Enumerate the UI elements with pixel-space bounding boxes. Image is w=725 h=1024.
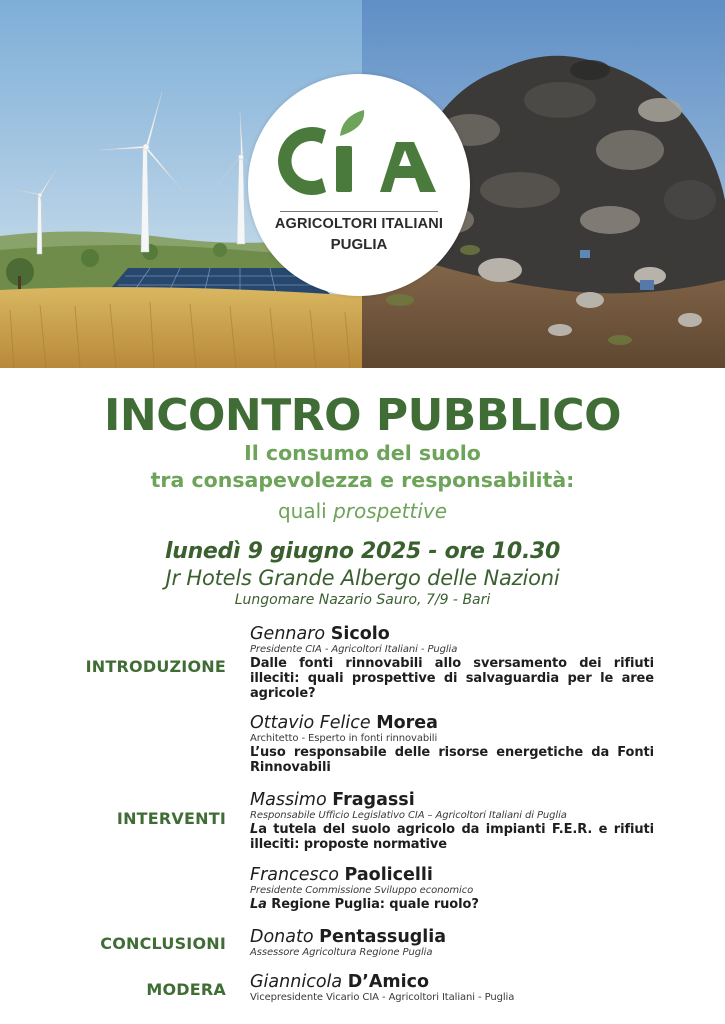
event-subtitle-line3 — [0, 498, 725, 524]
speaker-first-name: Ottavio Felice — [250, 713, 371, 733]
speaker-first-name: Francesco — [250, 865, 339, 885]
speaker-name — [250, 624, 654, 644]
cia-logo — [248, 74, 470, 296]
speaker-last-name: Sicolo — [330, 624, 390, 644]
speaker-talk-title — [250, 897, 654, 912]
event-title: INCONTRO PUBBLICO — [104, 390, 621, 441]
talk-lead: L — [250, 822, 259, 837]
event-subtitle-line2: tra consapevolezza e responsabilità: — [150, 468, 575, 492]
speaker-talk-title: Dalle fonti rinnovabili allo sversamento dei rifiuti illeciti: quali prospettive di salvaguardia per le aree agricole? — [250, 656, 654, 701]
speaker-morea — [250, 713, 654, 775]
speaker-role: Presidente Commissione Sviluppo economico — [250, 885, 474, 896]
speaker-name — [250, 790, 654, 810]
speaker-role: Presidente CIA - Agricoltori Italiani - Puglia — [250, 644, 458, 655]
speaker-fragassi — [250, 790, 654, 852]
speaker-name — [250, 972, 654, 992]
speaker-first-name: Donato — [250, 927, 314, 947]
speaker-last-name: Paolicelli — [344, 865, 433, 885]
talk-text: Regione Puglia: quale ruolo? — [266, 897, 479, 912]
section-conclusioni: CONCLUSIONI — [100, 934, 226, 953]
speaker-pentassuglia — [250, 927, 654, 959]
speaker-first-name: Giannicola — [250, 972, 343, 992]
subtitle-prospettive: prospettive — [333, 499, 448, 523]
talk-lead: La — [250, 897, 267, 912]
section-interventi: INTERVENTI — [116, 809, 226, 828]
speaker-last-name: Fragassi — [332, 790, 415, 810]
hero-image — [0, 0, 725, 368]
speaker-first-name: Massimo — [250, 790, 327, 810]
subtitle-quali: quali — [277, 499, 327, 523]
speaker-damico — [250, 972, 654, 1004]
speaker-role: Vicepresidente Vicario CIA - Agricoltori Italiani - Puglia — [250, 992, 515, 1003]
cia-logo-mark — [268, 108, 450, 200]
speaker-name — [250, 927, 654, 947]
speaker-last-name: D’Amico — [347, 972, 430, 992]
speaker-name — [250, 865, 654, 885]
logo-text-puglia: PUGLIA — [330, 236, 388, 253]
logo-text-agricoltori: AGRICOLTORI ITALIANI — [274, 216, 444, 232]
speaker-paolicelli — [250, 865, 654, 912]
speaker-name — [250, 713, 654, 733]
event-address: Lungomare Nazario Sauro, 7/9 - Bari — [234, 592, 491, 608]
speaker-role: Assessore Agricoltura Regione Puglia — [250, 947, 433, 958]
event-subtitle-line1: Il consumo del suolo — [244, 441, 481, 465]
speaker-talk-title — [250, 822, 654, 852]
speaker-first-name: Gennaro — [250, 624, 326, 644]
speaker-sicolo — [250, 624, 654, 701]
logo-divider — [280, 211, 438, 212]
section-modera: MODERA — [146, 980, 226, 999]
event-date-time: lunedì 9 giugno 2025 - ore 10.30 — [164, 539, 561, 564]
event-venue: Jr Hotels Grande Albergo delle Nazioni — [165, 566, 560, 590]
section-introduzione: INTRODUZIONE — [85, 657, 226, 676]
speaker-role: Architetto - Esperto in fonti rinnovabili — [250, 733, 438, 744]
speaker-last-name: Pentassuglia — [319, 927, 447, 947]
speaker-last-name: Morea — [376, 713, 438, 733]
talk-text: a tutela del suolo agricolo da impianti F.E.R. e rifiuti illeciti: proposte normative — [250, 822, 654, 852]
speaker-role: Responsabile Ufficio Legislativo CIA – Agricoltori Italiani di Puglia — [250, 810, 567, 821]
speaker-talk-title: L’uso responsabile delle risorse energetiche da Fonti Rinnovabili — [250, 745, 654, 775]
